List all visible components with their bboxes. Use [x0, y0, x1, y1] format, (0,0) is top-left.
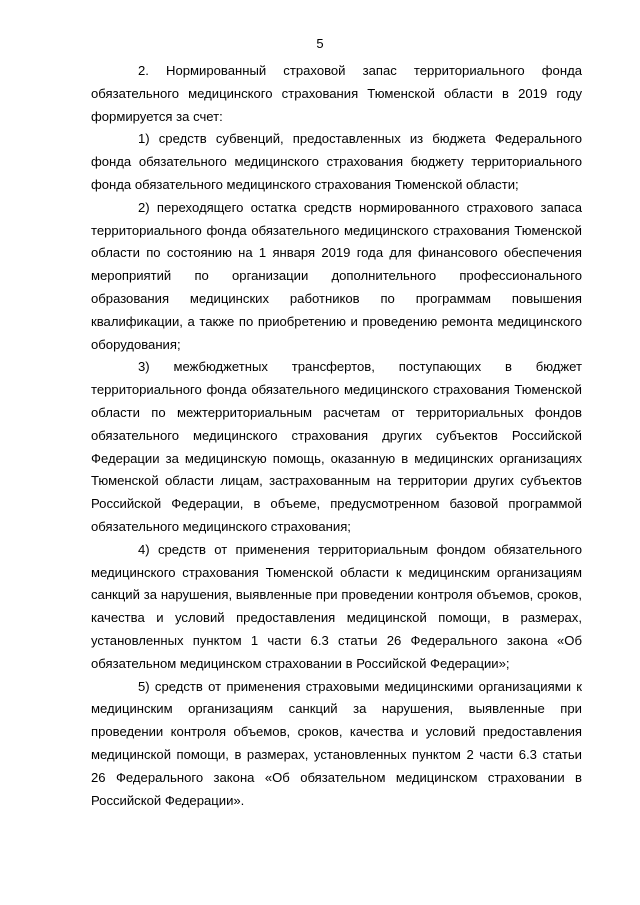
paragraph-item-2: 2) переходящего остатка средств нормированного страхового запаса территориального фонда обязательного медицинского страхования Тюменской области по состоянию на 1 января 2019 года для финансового обеспечения мероприятий по организации дополнительного профессионального образования медицинских работников по программам повышения квалификации, а также по приобретению и проведению ремонта медицинского оборудования;	[91, 199, 582, 352]
paragraph-item-5: 5) средств от применения страховыми медицинскими организациями к медицинским организациям санкций за нарушения, выявленные при проведении контроля объемов, сроков, качества и условий предоставления медицинской помощи, в размерах, установленных пунктом 2 части 6.3 статьи 26 Федерального закона «Об обязательном медицинском страховании в Российской Федерации».	[91, 678, 582, 808]
paragraph-reserve-intro: 2. Нормированный страховой запас территориального фонда обязательного медицинского страхования Тюменской области в 2019 году формируется за счет:	[91, 63, 582, 124]
document-body	[91, 60, 582, 812]
page-number: 5	[316, 36, 324, 51]
paragraph-item-4: 4) средств от применения территориальным фондом обязательного медицинского страхования Тюменской области к медицинским организациям санкций за нарушения, выявленные при проведении контроля объемов, сроков, качества и условий предоставления медицинской помощи, в размерах, установленных пунктом 1 части 6.3 статьи 26 Федерального закона «Об обязательном медицинском страховании в Российской Федерации»;	[91, 541, 582, 671]
paragraph-item-1: 1) средств субвенций, предоставленных из бюджета Федерального фонда обязательного медицинского страхования бюджету территориального фонда обязательного медицинского страхования Тюменской области;	[91, 131, 582, 192]
paragraph-item-3: 3) межбюджетных трансфертов, поступающих в бюджет территориального фонда обязательного медицинского страхования Тюменской области по межтерриториальным расчетам от территориальных фондов обязательного медицинского страхования других субъектов Российской Федерации за медицинскую помощь, оказанную в медицинских организациях Тюменской области лицам, застрахованным на территории других субъектов Российской Федерации, в объеме, предусмотренном базовой программой обязательного медицинского страхования;	[91, 359, 582, 534]
